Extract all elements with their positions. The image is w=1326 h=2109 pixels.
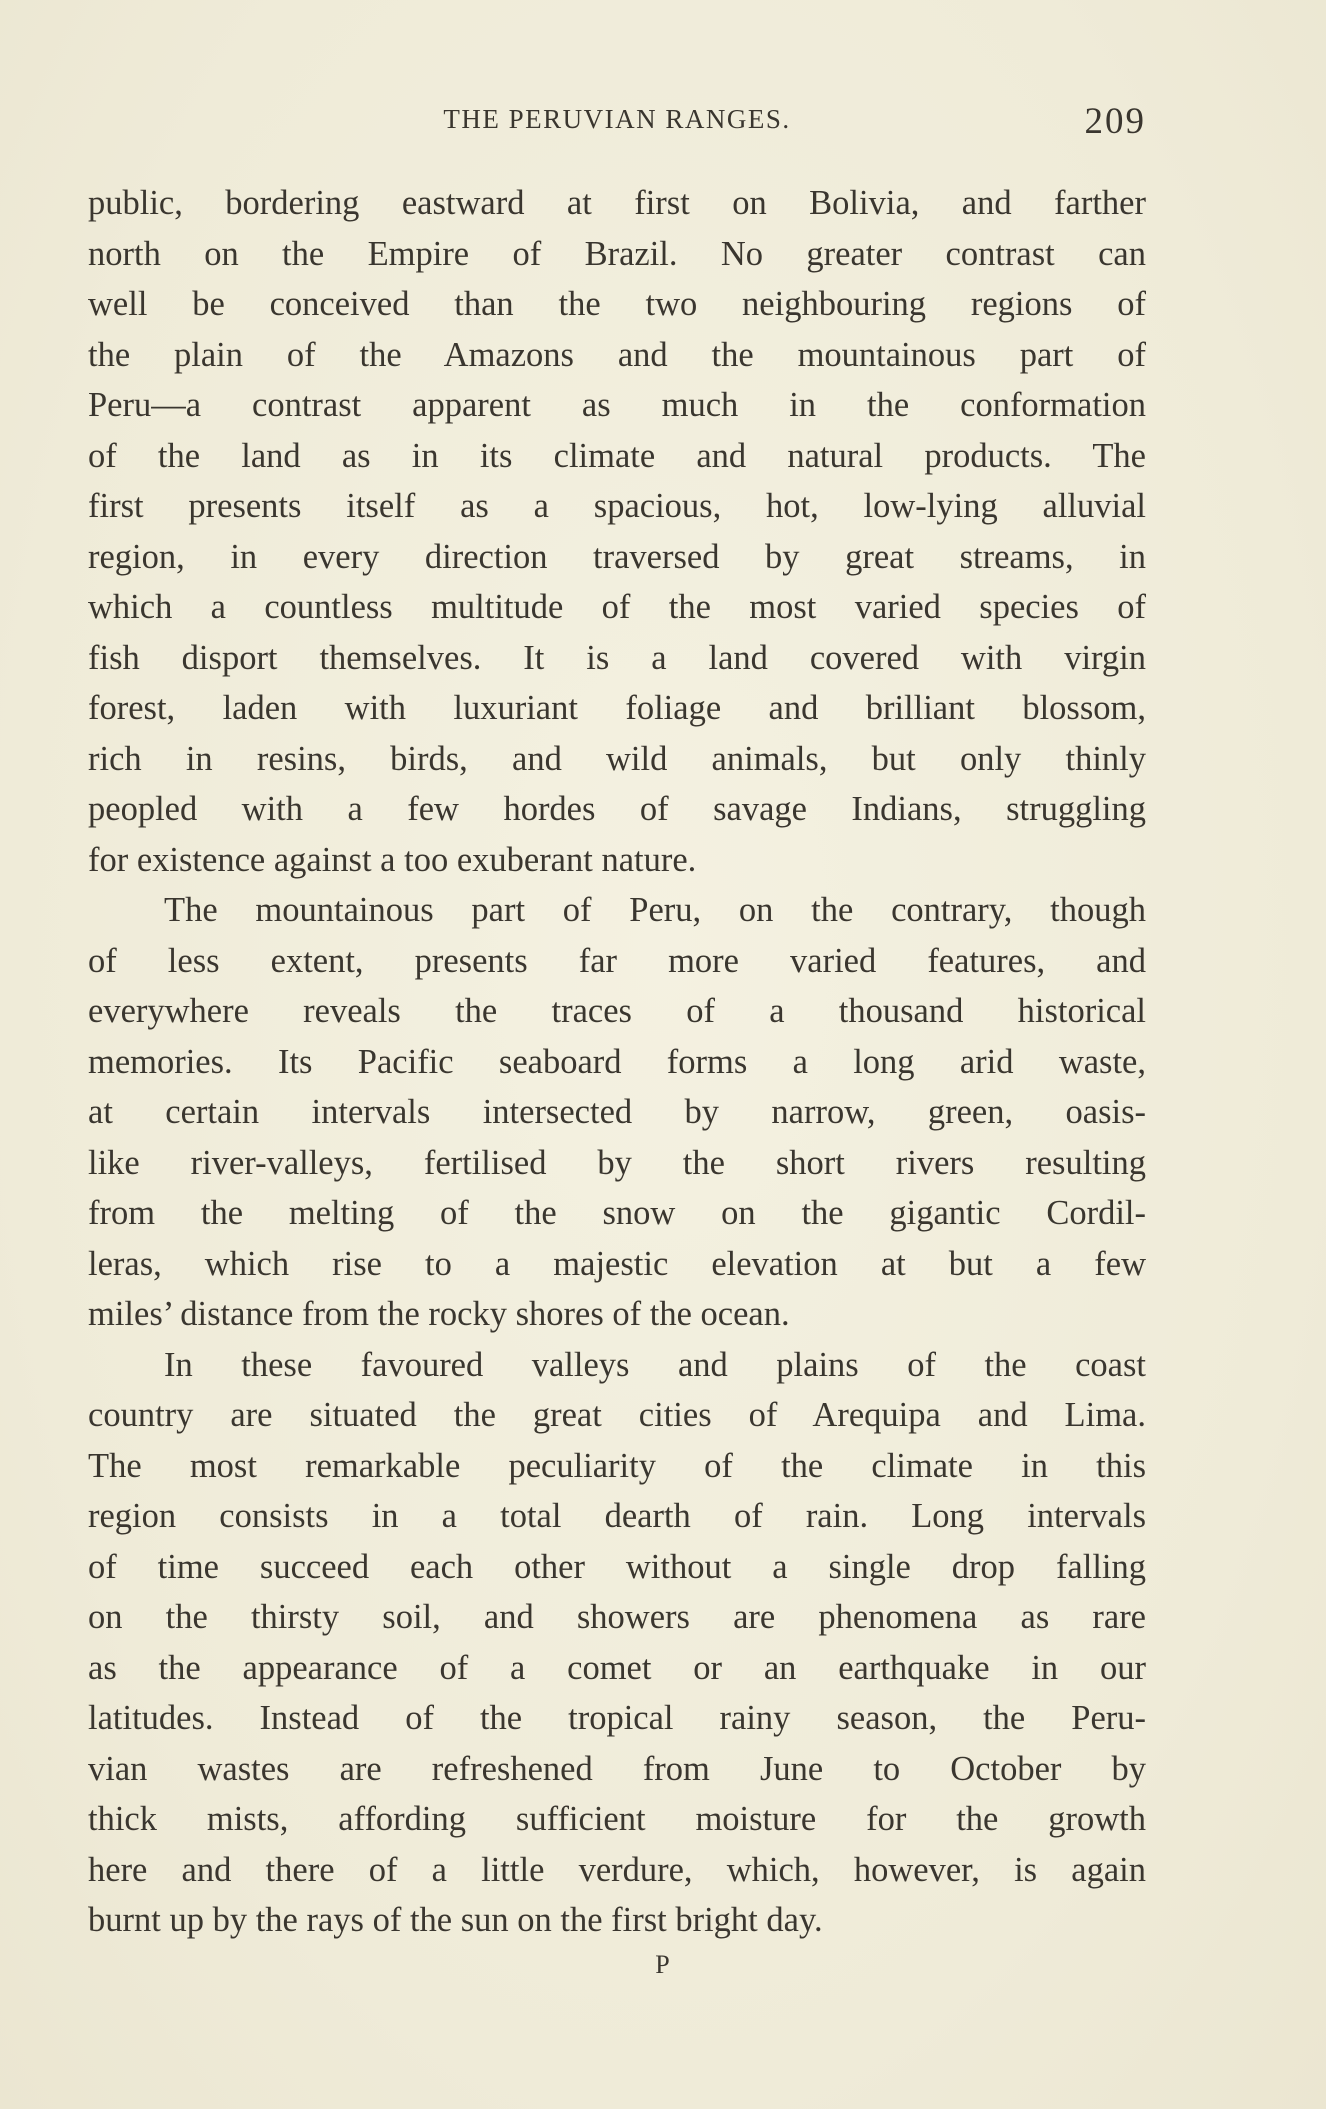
text-line: memories. Its Pacific seaboard forms a long arid waste, xyxy=(88,1042,1146,1081)
text-line: forest, laden with luxuriant foliage and brilliant blossom, xyxy=(88,689,1146,727)
signature-mark: P xyxy=(655,1950,671,1979)
text-line: burnt up by the rays of the sun on the first bright day. xyxy=(88,1901,823,1939)
text-line: fish disport themselves. It is a land covered with virgin xyxy=(88,638,1146,677)
text-line: region consists in a total dearth of rain. Long intervals xyxy=(88,1497,1146,1535)
page-number: 209 xyxy=(1084,101,1146,142)
text-line: well be conceived than the two neighbouring regions of xyxy=(88,285,1146,323)
text-line: vian wastes are refreshened from June to October by xyxy=(88,1749,1146,1788)
text-line: which a countless multitude of the most varied species of xyxy=(88,588,1146,626)
running-title: THE PERUVIAN RANGES. xyxy=(443,104,791,134)
running-head xyxy=(88,100,1146,150)
text-line: leras, which rise to a majestic elevation at but a few xyxy=(88,1244,1146,1283)
text-line: the plain of the Amazons and the mountainous part of xyxy=(88,335,1146,374)
text-line: country are situated the great cities of Arequipa and Lima. xyxy=(88,1396,1146,1434)
text-line: everywhere reveals the traces of a thousand historical xyxy=(88,992,1146,1030)
text-line: public, bordering eastward at first on Bolivia, and farther xyxy=(88,184,1146,222)
text-line: peopled with a few hordes of savage Indians, struggling xyxy=(88,790,1146,828)
text-line: The mountainous part of Peru, on the contrary, though xyxy=(164,891,1146,929)
text-line: The most remarkable peculiarity of the climate in this xyxy=(88,1446,1146,1485)
text-line: on the thirsty soil, and showers are phenomena as rare xyxy=(88,1598,1146,1636)
text-line: Peru—a contrast apparent as much in the conformation xyxy=(88,386,1146,424)
text-line: of less extent, presents far more varied features, and xyxy=(88,941,1146,980)
text-line: rich in resins, birds, and wild animals, but only thinly xyxy=(88,739,1146,778)
text-line: In these favoured valleys and plains of the coast xyxy=(164,1345,1146,1384)
text-line: for existence against a too exuberant nature. xyxy=(88,840,697,879)
text-line: like river-valleys, fertilised by the short rivers resulting xyxy=(88,1143,1146,1182)
text-line: latitudes. Instead of the tropical rainy season, the Peru- xyxy=(88,1699,1146,1737)
text-line: at certain intervals intersected by narrow, green, oasis- xyxy=(88,1093,1146,1131)
text-line: region, in every direction traversed by great streams, in xyxy=(88,537,1146,576)
text-line: of the land as in its climate and natural products. The xyxy=(88,436,1146,475)
text-line: thick mists, affording sufficient moisture for the growth xyxy=(88,1800,1146,1838)
text-line: here and there of a little verdure, which, however, is again xyxy=(88,1850,1146,1889)
text-line: as the appearance of a comet or an earthquake in our xyxy=(88,1648,1146,1687)
text-line: north on the Empire of Brazil. No greater contrast can xyxy=(88,234,1146,273)
text-line: from the melting of the snow on the gigantic Cordil- xyxy=(88,1194,1146,1232)
text-line: miles’ distance from the rocky shores of the ocean. xyxy=(88,1295,790,1333)
body-text xyxy=(88,178,1146,1946)
text-line: of time succeed each other without a single drop falling xyxy=(88,1547,1146,1586)
text-line: first presents itself as a spacious, hot, low-lying alluvial xyxy=(88,487,1146,525)
